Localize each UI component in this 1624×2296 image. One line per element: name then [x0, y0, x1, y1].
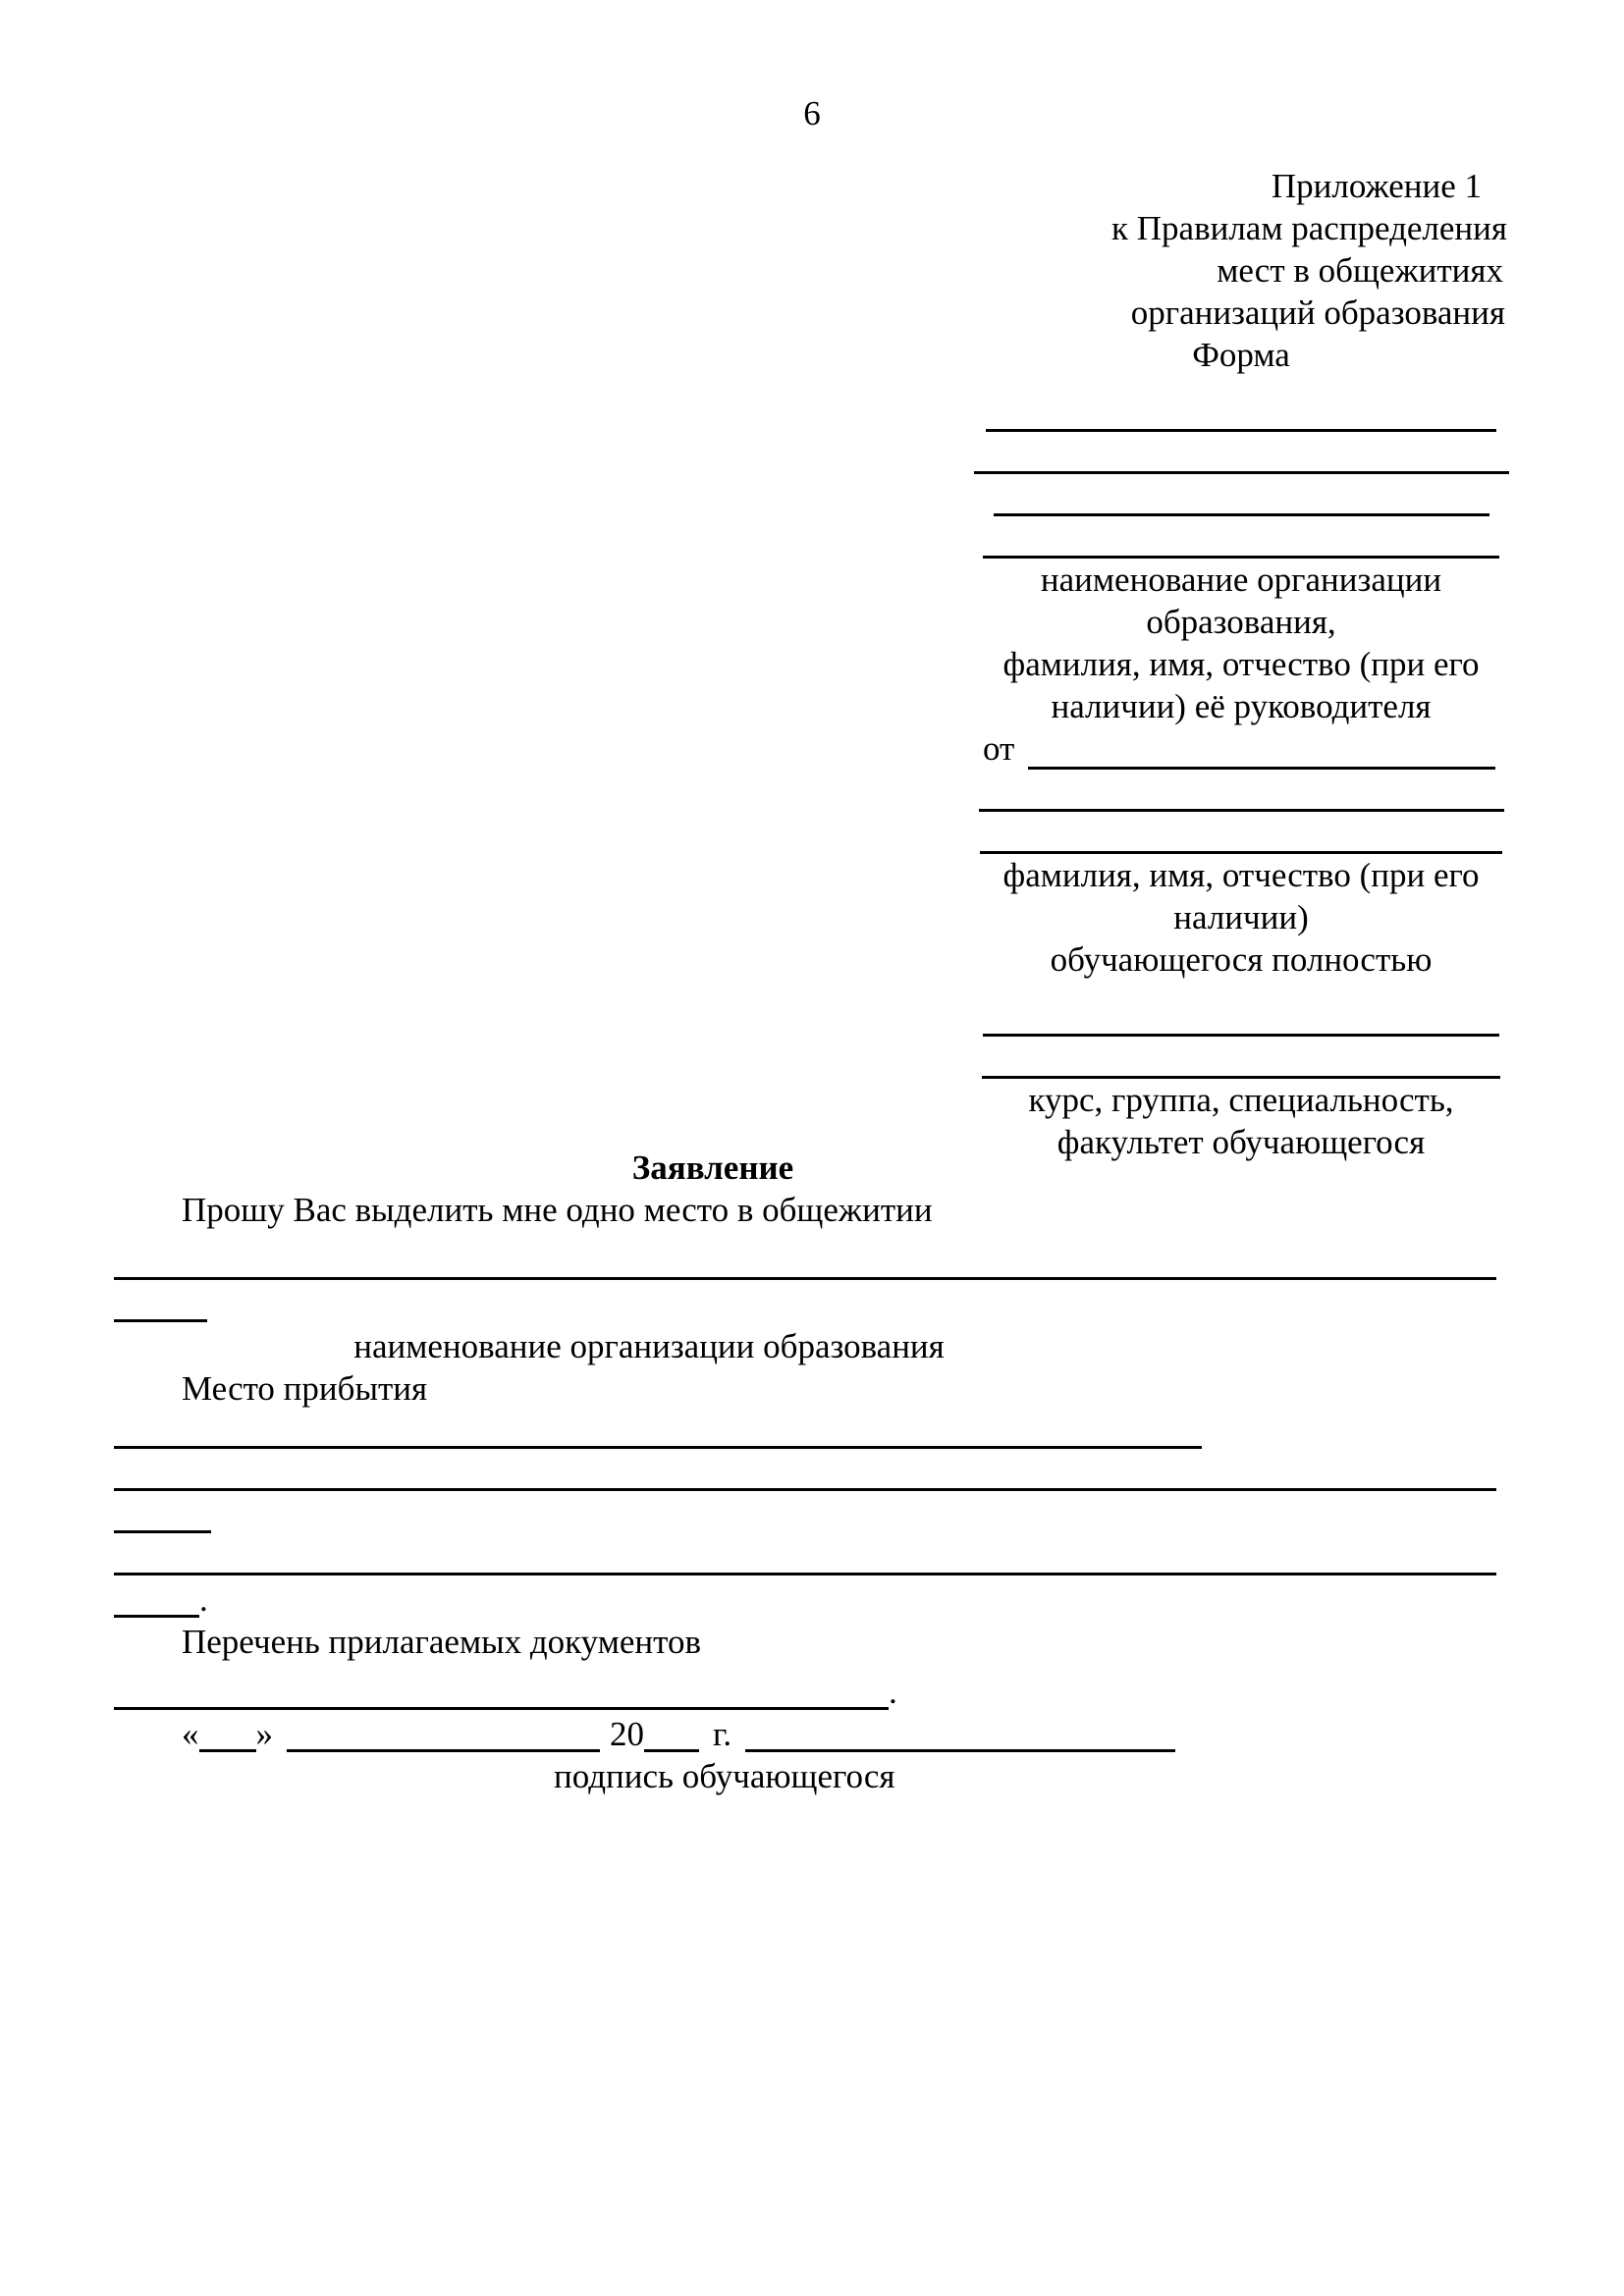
blank-line [979, 770, 1504, 812]
blank-line-row [114, 1410, 1498, 1452]
blank-line-row [967, 1037, 1515, 1079]
appendix-ref-line: Приложение 1 [1271, 167, 1482, 205]
blank-line [982, 1037, 1500, 1079]
org-name-caption: наименование организации образования [353, 1327, 945, 1365]
blank-line-row [967, 994, 1515, 1037]
course-caption: факультет обучающегося [1056, 1123, 1426, 1161]
blank-line [114, 1547, 1496, 1575]
blank-line-row [967, 516, 1515, 559]
blank-line [974, 432, 1509, 474]
appendix-ref-line: мест в общежитиях [1217, 251, 1503, 290]
appendix-ref-line: к Правилам распределения [1111, 209, 1507, 247]
org-caption: образования, [1146, 603, 1336, 641]
period: . [199, 1580, 208, 1619]
blank-line [114, 1294, 207, 1322]
blank-line-row [114, 1578, 1498, 1621]
student-caption: фамилия, имя, отчество (при его [1002, 856, 1480, 894]
application-body [114, 1147, 1498, 1797]
signature-caption: подпись обучающегося [554, 1757, 895, 1795]
course-caption: курс, группа, специальность, [1028, 1081, 1454, 1119]
application-title: Заявление [631, 1148, 794, 1187]
year-blank [644, 1724, 699, 1752]
blank-line-row [967, 474, 1515, 516]
blank-line [983, 516, 1499, 559]
appendix-block [967, 165, 1515, 1163]
year-word: г. [713, 1715, 732, 1753]
blank-line [114, 1420, 1202, 1449]
month-blank [287, 1724, 600, 1752]
documents-list-label: Перечень прилагаемых документов [182, 1623, 701, 1661]
blank-line [994, 474, 1489, 516]
blank-line [983, 994, 1499, 1037]
page-number: 6 [803, 94, 821, 133]
period: . [889, 1673, 897, 1711]
blank-line-row [967, 770, 1515, 812]
student-caption: наличии) [1173, 898, 1309, 936]
date-line [114, 1713, 1498, 1755]
year-prefix: 20 [610, 1715, 644, 1753]
head-caption: наличии) её руководителя [1051, 687, 1432, 725]
day-blank [199, 1724, 256, 1752]
blank-line-row [967, 390, 1515, 432]
signature-blank [745, 1724, 1175, 1752]
blank-line-row [114, 1452, 1498, 1494]
form-label: Форма [1192, 336, 1290, 374]
blank-line-row [967, 432, 1515, 474]
head-caption: фамилия, имя, отчество (при его [1002, 645, 1480, 683]
blank-line [114, 1252, 1496, 1280]
from-blank-line [1028, 727, 1495, 770]
blank-line [980, 812, 1502, 854]
quote-open: « [182, 1715, 199, 1753]
appendix-ref-line: организаций образования [1130, 294, 1505, 332]
blank-line [114, 1463, 1496, 1491]
blank-line-row [114, 1283, 1498, 1325]
student-caption: обучающегося полностью [1050, 940, 1433, 979]
arrival-place-label: Место прибытия [182, 1369, 428, 1408]
quote-close: » [255, 1715, 273, 1753]
from-label: от [983, 729, 1015, 768]
blank-line-row [114, 1494, 1498, 1536]
blank-line-row [114, 1241, 1498, 1283]
blank-line-row [114, 1671, 1498, 1713]
blank-line [986, 390, 1496, 432]
blank-line [114, 1589, 199, 1618]
blank-line [114, 1505, 211, 1533]
from-row [967, 727, 1515, 770]
blank-line-row [114, 1536, 1498, 1578]
org-caption: наименование организации [1040, 561, 1442, 599]
blank-line-row [967, 812, 1515, 854]
request-text: Прошу Вас выделить мне одно место в общежитии [182, 1191, 933, 1229]
blank-line [114, 1682, 889, 1710]
